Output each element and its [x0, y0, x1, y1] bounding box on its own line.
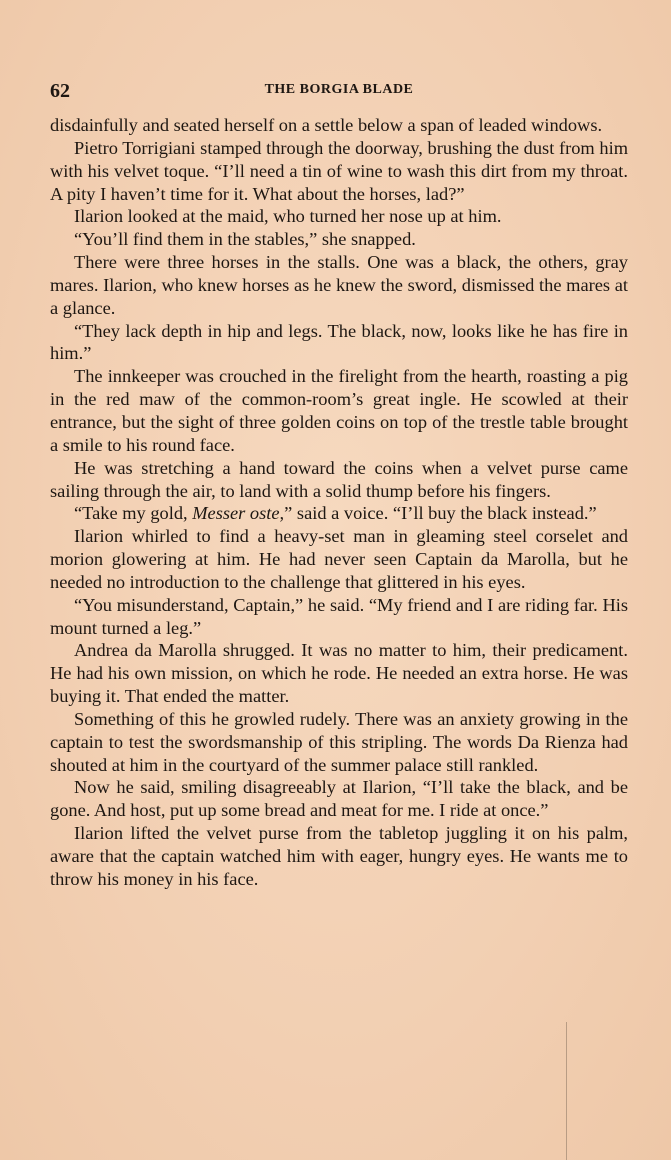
page-crease	[566, 1022, 567, 1160]
italic-phrase: Messer oste,	[192, 503, 285, 524]
paragraph: Ilarion looked at the maid, who turned her nose up at him.	[74, 206, 502, 227]
paragraph: Andrea da Marolla shrugged. It was no matter to him, their predicament. He had his own mission, on which he rode. He needed an extra horse. He was buying it. That ended the matter.	[50, 640, 628, 707]
page-body	[50, 114, 628, 891]
paragraph: Ilarion lifted the velvet purse from the tabletop juggling it on his palm, aware that the captain watched him with eager, hungry eyes. He wants me to throw his money in his face.	[50, 823, 628, 889]
paragraph: “Take my gold, Messer oste,” said a voice. “I’ll buy the black instead.”	[74, 503, 597, 524]
running-head: THE BORGIA BLADE	[264, 82, 414, 97]
paragraph: Now he said, smiling disagreeably at Ilarion, “I’ll take the black, and be gone. And host, put up some bread and meat for me. I ride at once.”	[50, 777, 628, 821]
paragraph: “They lack depth in hip and legs. The black, now, looks like he has fire in him.”	[50, 320, 628, 364]
page-header	[50, 78, 628, 108]
page-number: 62	[50, 80, 70, 102]
paragraph: disdainfully and seated herself on a settle below a span of leaded windows.	[50, 115, 603, 135]
paragraph: Ilarion whirled to find a heavy-set man in gleaming steel corselet and morion glowering at him. He had never seen Captain da Marolla, but he needed no introduction to the challenge that glittered in his eyes.	[50, 526, 628, 592]
paragraph: The innkeeper was crouched in the firelight from the hearth, roasting a pig in the red maw of the common-room’s great ingle. He scowled at their entrance, but the sight of three golden coins on top of the trestle table brought a smile to his round face.	[50, 366, 628, 455]
paragraph: “You misunderstand, Captain,” he said. “My friend and I are riding far. His mount turned a leg.”	[50, 594, 628, 638]
paragraph: Something of this he growled rudely. There was an anxiety growing in the captain to test the swordsmanship of this stripling. The words Da Rienza had shouted at him in the courtyard of the summer palace still rankled.	[50, 708, 628, 775]
paragraph: Pietro Torrigiani stamped through the doorway, brushing the dust from him with his velvet toque. “I’ll need a tin of wine to wash this dirt from my throat. A pity I haven’t time for it. What about the horses, lad?”	[50, 137, 628, 204]
paragraph: He was stretching a hand toward the coins when a velvet purse came sailing through the air, to land with a solid thump before his fingers.	[50, 457, 628, 501]
paragraph: “You’ll find them in the stables,” she snapped.	[74, 229, 416, 250]
book-page	[50, 78, 628, 891]
paragraph: There were three horses in the stalls. One was a black, the others, gray mares. Ilarion, who knew horses as he knew the sword, dismissed the mares at a glance.	[50, 252, 628, 318]
